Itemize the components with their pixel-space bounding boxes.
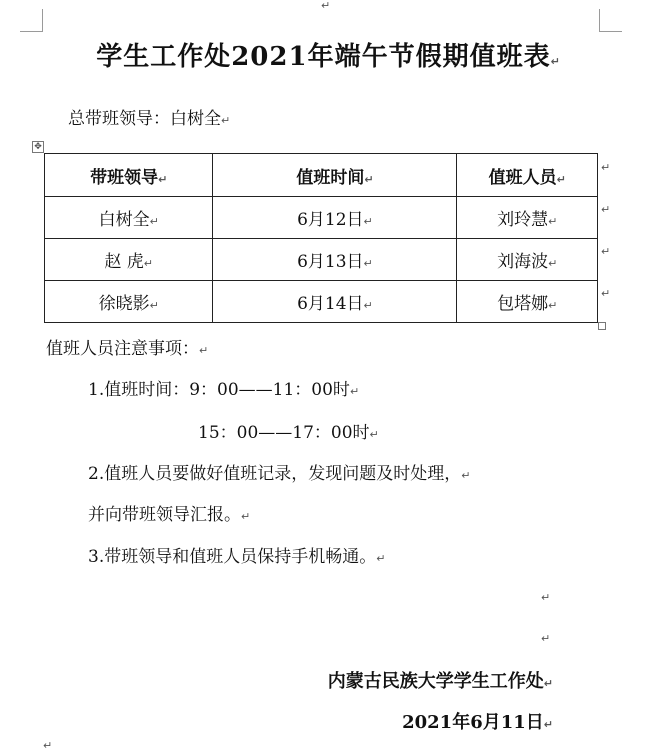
cell-mark: ↵ <box>149 299 159 312</box>
document-title-text: 学生工作处2021年端午节假期值班表 <box>96 42 551 72</box>
cell-text: 赵 虎 <box>104 252 144 272</box>
signature-org-text: 内蒙古民族大学学生工作处 <box>327 671 544 692</box>
table-row <box>45 197 598 239</box>
cell-text: 刘玲慧 <box>497 210 549 230</box>
cell-mark: ↵ <box>158 172 168 186</box>
cell-text: 包塔娜 <box>497 294 549 314</box>
cell-mark: ↵ <box>363 299 373 312</box>
paragraph-mark: ↵ <box>199 344 209 357</box>
row-end-mark: ↵ <box>601 161 611 174</box>
paragraph-mark: ↵ <box>376 552 386 565</box>
note-text: 3.带班领导和值班人员保持手机畅通。 <box>88 547 377 567</box>
paragraph-mark: ↵ <box>321 0 331 12</box>
notes-title <box>46 334 208 359</box>
cell-mark: ↵ <box>548 215 558 228</box>
document-title <box>0 36 657 73</box>
paragraph-mark: ↵ <box>43 739 53 752</box>
note-item-1-cont <box>198 418 379 443</box>
cell-text: 6月14日 <box>297 294 364 314</box>
row-end-mark: ↵ <box>601 245 611 258</box>
signature-date <box>402 708 553 734</box>
paragraph-mark: ↵ <box>461 469 471 482</box>
empty-paragraph-mark: ↵ <box>541 591 551 604</box>
table-row <box>45 239 598 281</box>
note-text: 2.值班人员要做好值班记录，发现问题及时处理， <box>88 464 462 484</box>
note-text: 1.值班时间：9：00——11：00时 <box>88 380 350 400</box>
crop-mark-top-left <box>20 9 43 32</box>
cell-text: 6月13日 <box>297 252 364 272</box>
note-text: 15：00——17：00时 <box>198 423 370 443</box>
table-row <box>45 281 598 323</box>
note-text: 并向带班领导汇报。 <box>88 505 241 525</box>
leader-line-text: 总带班领导：白树全 <box>68 109 221 129</box>
cell-text: 刘海波 <box>497 252 549 272</box>
cell-mark: ↵ <box>149 215 159 228</box>
cell-mark: ↵ <box>363 215 373 228</box>
cell-mark: ↵ <box>364 172 374 186</box>
paragraph-mark: ↵ <box>349 385 360 398</box>
cell-staff <box>457 239 598 281</box>
paragraph-mark: ↵ <box>543 677 553 690</box>
row-end-mark: ↵ <box>601 203 611 216</box>
paragraph-mark: ↵ <box>221 114 231 127</box>
note-item-2 <box>88 459 470 484</box>
paragraph-mark: ↵ <box>550 55 561 68</box>
paragraph-mark: ↵ <box>241 510 251 523</box>
cell-mark: ↵ <box>363 257 373 270</box>
cell-mark: ↵ <box>548 257 558 270</box>
cell-staff <box>457 281 598 323</box>
signature-org <box>328 667 553 693</box>
cell-mark: ↵ <box>548 299 558 312</box>
cell-leader <box>45 197 213 239</box>
table-resize-handle[interactable] <box>598 322 606 330</box>
table-move-handle-icon[interactable]: ✥ <box>32 141 44 153</box>
header-staff <box>457 154 598 197</box>
cell-staff <box>457 197 598 239</box>
table-header-row <box>45 154 598 197</box>
cell-mark: ↵ <box>143 257 153 270</box>
cell-date <box>213 197 457 239</box>
note-item-3 <box>88 542 385 567</box>
leader-line <box>68 104 230 129</box>
duty-table <box>44 153 598 323</box>
cell-text: 徐晓影 <box>98 294 150 314</box>
row-end-mark: ↵ <box>601 287 611 300</box>
cell-leader <box>45 239 213 281</box>
cell-date <box>213 239 457 281</box>
cell-leader <box>45 281 213 323</box>
note-item-2-cont <box>88 500 250 525</box>
header-leader-text: 带班领导 <box>90 167 159 188</box>
header-time <box>213 154 457 197</box>
crop-mark-top-right <box>599 9 622 32</box>
header-leader <box>45 154 213 197</box>
cell-mark: ↵ <box>556 172 566 186</box>
header-time-text: 值班时间 <box>296 167 365 188</box>
cell-text: 6月12日 <box>297 210 364 230</box>
cell-date <box>213 281 457 323</box>
notes-title-text: 值班人员注意事项： <box>46 339 199 359</box>
note-item-1 <box>88 375 359 400</box>
cell-text: 白树全 <box>98 210 150 230</box>
header-staff-text: 值班人员 <box>488 167 557 188</box>
paragraph-mark: ↵ <box>543 718 553 731</box>
paragraph-mark: ↵ <box>369 428 379 441</box>
empty-paragraph-mark: ↵ <box>541 632 551 645</box>
signature-date-text: 2021年6月11日 <box>402 712 544 733</box>
